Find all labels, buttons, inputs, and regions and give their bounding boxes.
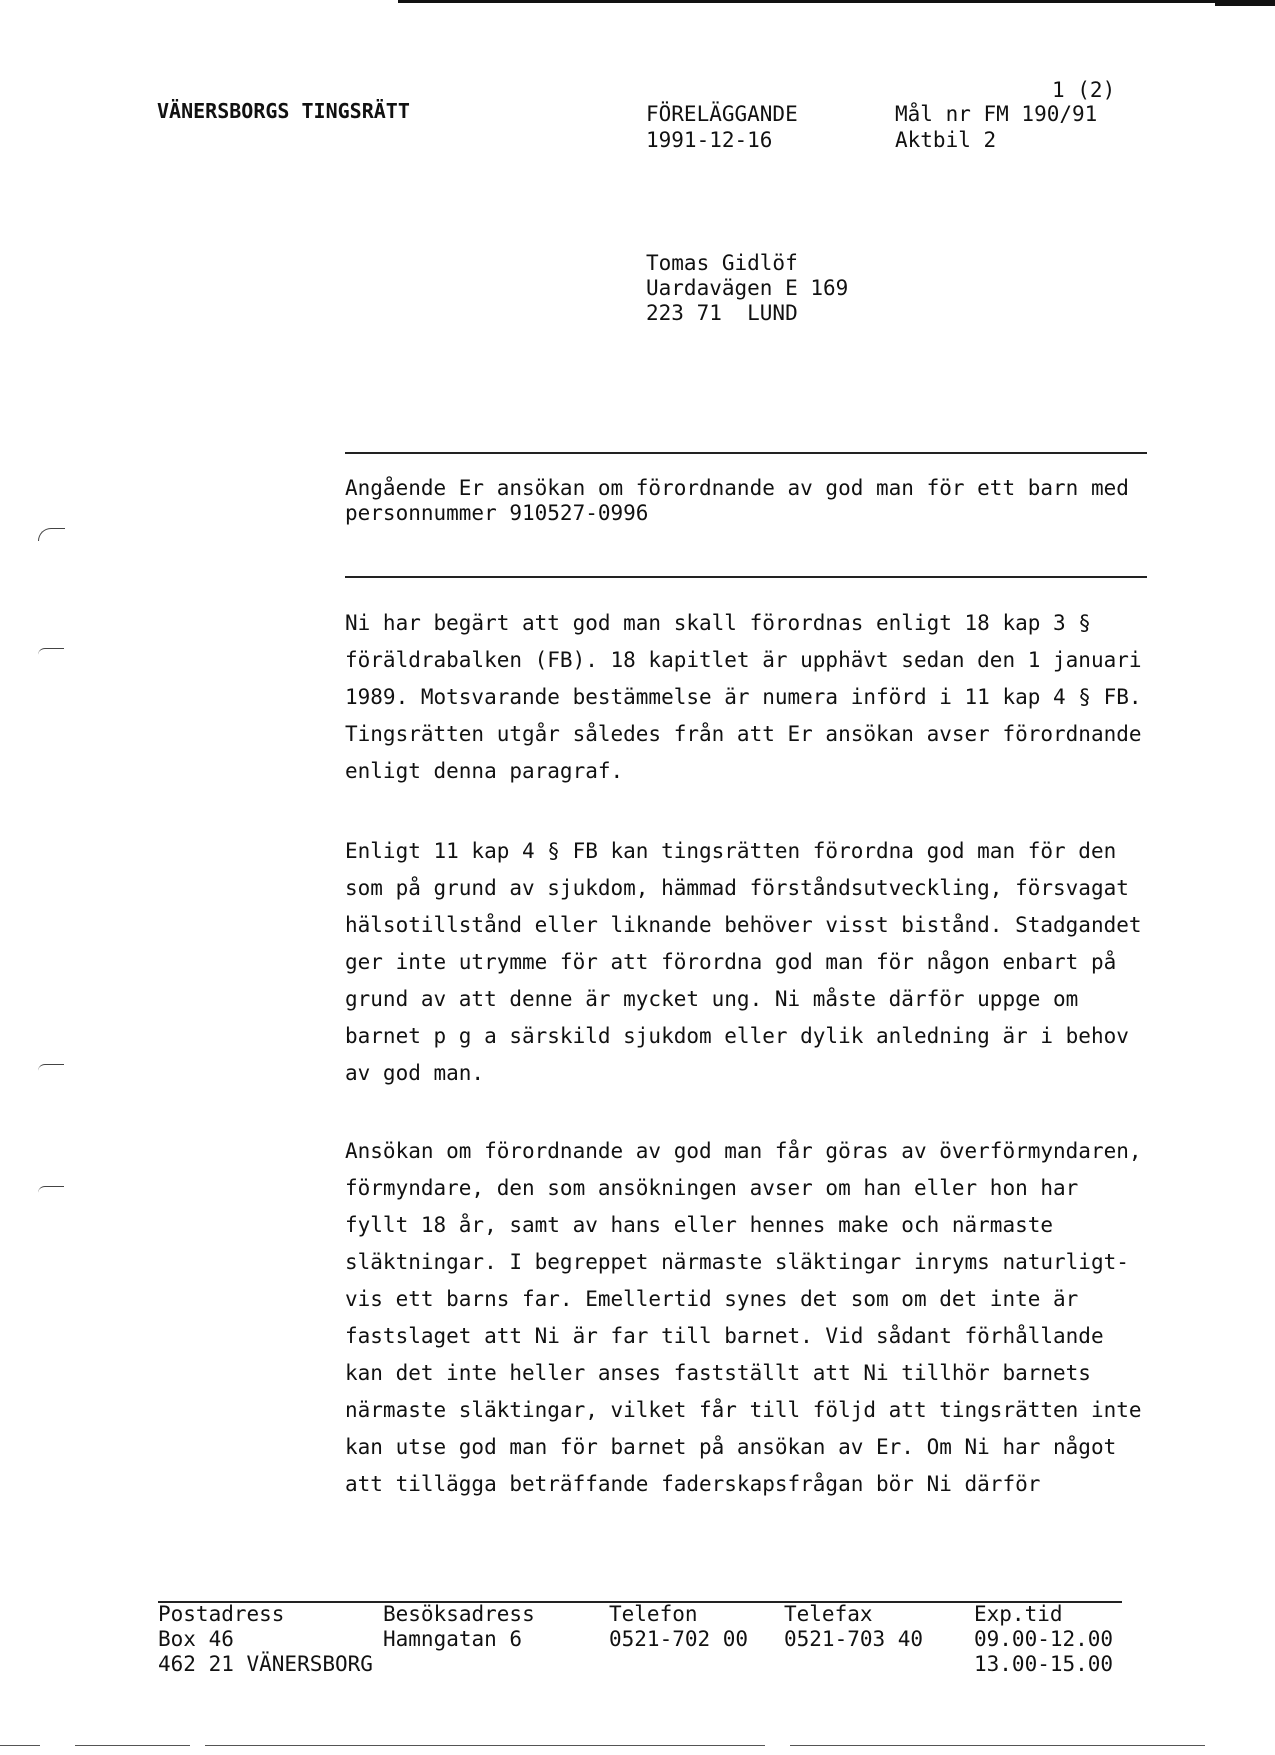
besoksadress-value: Hamngatan 6 [383,1627,523,1651]
court-name: VÄNERSBORGS TINGSRÄTT [157,99,410,123]
footer-besoksadress [383,1602,535,1652]
bottom-edge-line [790,1745,1205,1746]
case-number: Mål nr FM 190/91 [895,102,1098,126]
margin-mark [38,1064,64,1071]
subject-rule-bottom [345,576,1147,578]
telefon-label: Telefon [609,1602,698,1626]
footer-exptid [974,1602,1113,1677]
footer-telefax [784,1602,923,1652]
page-number: 1 (2) [1052,78,1116,102]
telefax-label: Telefax [784,1602,873,1626]
subject-line-2: personnummer 910527-0996 [345,501,649,525]
bottom-edge-line [205,1745,765,1746]
body-paragraph-2: Enligt 11 kap 4 § FB kan tingsrätten förordna god man för den som på grund av sjukdom, hämmad förståndsutveckling, försvagat hälsotillstånd eller liknande behöver visst bistånd. Stadgandet ger inte utrymme för att förordna god man för någon enbart på grund av att denne är mycket ung. Ni måste därför uppge om barnet p g a särskild sjukdom eller dylik anledning är i behov av god man. [345,839,1142,1085]
bottom-edge-line [75,1745,190,1746]
exptid-line-1: 09.00-12.00 [974,1627,1114,1651]
recipient-postal: 223 71 LUND [646,301,798,325]
body-paragraph-1: Ni har begärt att god man skall förordnas enligt 18 kap 3 § föräldrabalken (FB). 18 kapitlet är upphävt sedan den 1 januari 1989. Motsvarande bestämmelse är numera införd i 11 kap 4 § FB. Tingsrätten utgår således från att Er ansökan avser förordnande enligt denna paragraf. [345,611,1142,783]
document-date: 1991-12-16 [646,128,773,152]
telefax-value: 0521-703 40 [784,1627,924,1651]
recipient-name: Tomas Gidlöf [646,251,798,275]
subject-rule-top [345,452,1147,454]
besoksadress-label: Besöksadress [383,1602,535,1626]
margin-mark [38,528,65,541]
top-border-line [398,0,1275,3]
exptid-line-2: 13.00-15.00 [974,1652,1114,1676]
exptid-label: Exp.tid [974,1602,1063,1626]
document-type: FÖRELÄGGANDE [646,102,798,126]
margin-mark [38,1186,64,1193]
body-paragraph-3: Ansökan om förordnande av god man får göras av överförmyndaren, förmyndare, den som ansökningen avser om han eller hon har fyllt 18 år, samt av hans eller hennes make och närmaste släktningar. I begreppet närmaste släktingar inryms naturligt- vis ett barns far. Emellertid synes det som om det inte är fastslaget att Ni är far till barnet. Vid sådant förhållande kan det inte heller anses fastställt att Ni tillhör barnets närmaste släktingar, vilket får till följd att tingsrätten inte kan utse god man för barnet på ansökan av Er. Om Ni har något att tillägga beträffande faderskapsfrågan bör Ni därför [345,1139,1142,1496]
footer-postadress [158,1602,373,1677]
telefon-value: 0521-702 00 [609,1627,749,1651]
case-meta-block [895,101,1097,153]
postadress-line-1: Box 46 [158,1627,234,1651]
subject-line-1: Angående Er ansökan om förordnande av god man för ett barn med [345,476,1129,500]
postadress-line-2: 462 21 VÄNERSBORG [158,1652,373,1676]
footer-telefon [609,1602,748,1652]
subject-block [345,476,1129,526]
recipient-street: Uardavägen E 169 [646,276,849,300]
document-type-block [646,101,798,153]
top-border-mark [1215,2,1275,6]
recipient-address [646,251,848,326]
bottom-edge-line [0,1745,40,1746]
attachment-number: Aktbil 2 [895,128,997,152]
postadress-label: Postadress [158,1602,285,1626]
margin-mark [38,648,64,655]
